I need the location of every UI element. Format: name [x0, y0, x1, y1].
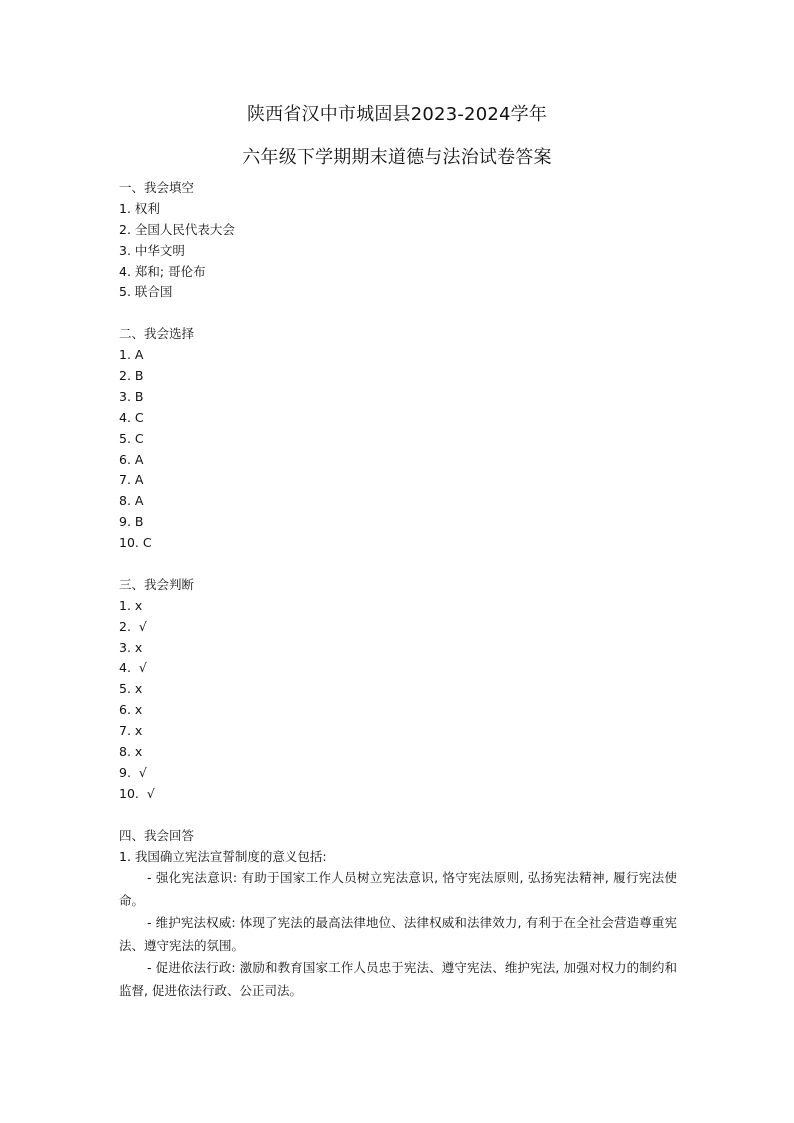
answer-item: 2. 全国人民代表大会: [119, 221, 235, 237]
answer-item: 8. x: [119, 744, 143, 760]
answer-item: 5. x: [119, 681, 143, 697]
answer-item: 3. B: [119, 388, 144, 404]
answer-item: 4. 郑和; 哥伦布: [119, 263, 206, 279]
answer-item: 1. 权利: [119, 200, 160, 216]
question-text: 1. 我国确立宪法宣誓制度的意义包括:: [119, 848, 327, 864]
answer-item: 4. C: [119, 409, 144, 425]
answer-item: 9. √: [119, 764, 147, 780]
answer-point: - 促进依法行政: 激励和教育国家工作人员忠于宪法、遵守宪法、维护宪法, 加强对权力的制约和监督, 促进依法行政、公正司法。: [119, 960, 677, 998]
spacer: [119, 303, 677, 324]
answer-point: - 强化宪法意识: 有助于国家工作人员树立宪法意识, 恪守宪法原则, 弘扬宪法精神, 履行宪法使命。: [119, 870, 677, 908]
answer-item: 10. √: [119, 785, 155, 801]
answer-item: 1. A: [119, 347, 144, 363]
document-title-line-2: 六年级下学期期末道德与法治试卷答案: [242, 147, 552, 168]
answer-item: 5. C: [119, 430, 144, 446]
section-heading-fill-in: 一、我会填空: [119, 180, 195, 195]
answer-item: 2. √: [119, 618, 147, 634]
document-title-line-1: 陕西省汉中市城固县2023-2024学年: [246, 104, 548, 125]
answer-item: 1. x: [119, 597, 143, 613]
answer-item: 4. √: [119, 660, 147, 676]
answer-item: 3. x: [119, 639, 143, 655]
answer-content: [119, 178, 677, 1002]
answer-item: 10. C: [119, 535, 152, 551]
answer-item: 7. x: [119, 723, 143, 739]
answer-point: - 维护宪法权威: 体现了宪法的最高法律地位、法律权威和法律效力, 有利于在全社会营造尊重宪法、遵守宪法的氛围。: [119, 915, 677, 953]
answer-item: 6. x: [119, 702, 143, 718]
answer-item: 2. B: [119, 368, 144, 384]
answer-item: 8. A: [119, 493, 144, 509]
answer-item: 6. A: [119, 451, 144, 467]
spacer: [119, 554, 677, 575]
section-heading-answer: 四、我会回答: [119, 827, 195, 843]
spacer: [119, 805, 677, 826]
answer-item: 3. 中华文明: [119, 242, 185, 258]
answer-item: 9. B: [119, 514, 144, 530]
section-heading-choice: 二、我会选择: [119, 326, 195, 342]
answer-item: 5. 联合国: [119, 284, 173, 300]
section-heading-judgement: 三、我会判断: [119, 576, 195, 592]
answer-item: 7. A: [119, 472, 144, 488]
